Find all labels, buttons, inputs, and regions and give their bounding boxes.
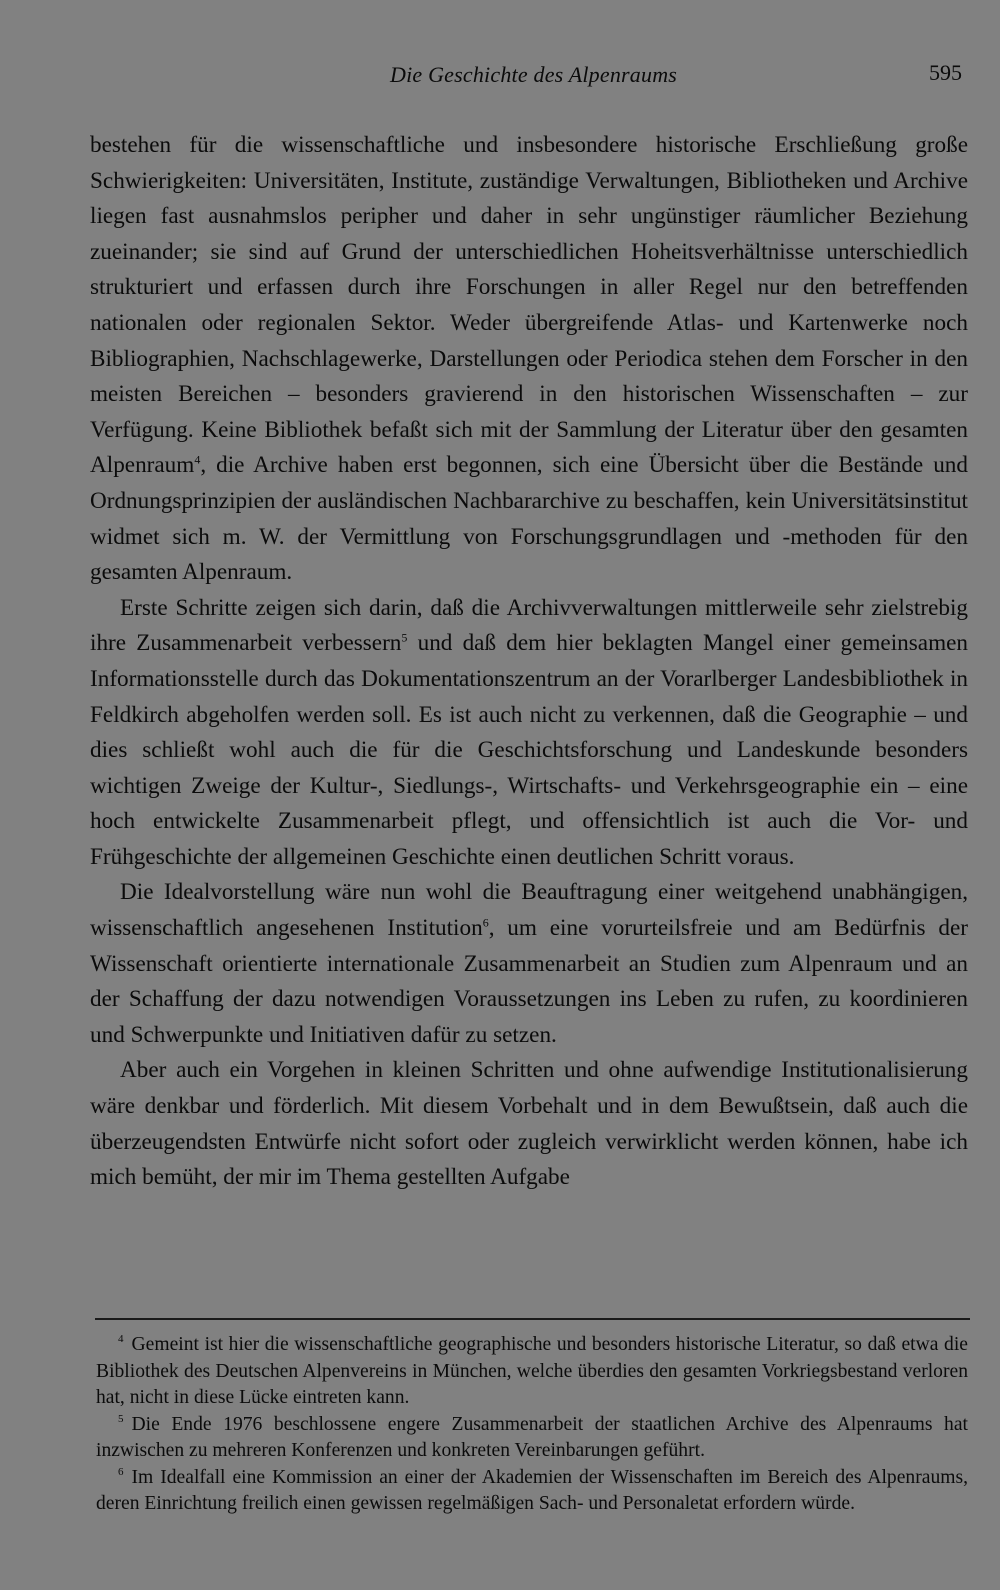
footnote-reference: 4 xyxy=(194,452,201,467)
footnotes xyxy=(96,1332,968,1518)
running-head: Die Geschichte des Alpenraums xyxy=(390,62,678,87)
footnote-reference: 5 xyxy=(401,630,408,645)
paragraph xyxy=(90,591,968,876)
footnote-text: Gemeint ist hier die wissenschaftliche geographische und besonders historische Literatur, so daß etwa die Bibliothek des Deutschen Alpenvereins in München, welche überdies den gesamten Vorkriegsbestand verloren hat, nicht in diese Lücke eintreten kann. xyxy=(96,1334,968,1408)
page-number: 595 xyxy=(929,60,962,85)
footnote-text: Die Ende 1976 beschlossene engere Zusammenarbeit der staatlichen Archive des Alpenraums hat inzwischen zu mehreren Konferenzen und konkreten Vereinbarungen geführt. xyxy=(96,1413,968,1461)
footnote-divider xyxy=(95,1318,970,1320)
footnote xyxy=(96,1332,968,1412)
footnote xyxy=(96,1465,968,1518)
footnote xyxy=(96,1412,968,1465)
footnote-text: Im Idealfall eine Kommission an einer der Akademien der Wissenschaften im Bereich des Alpenraums, deren Einrichtung freilich einen gewissen regelmäßigen Sach- und Personaletat erfordern würde. xyxy=(96,1466,968,1514)
paragraph-text: , die Archive haben erst begonnen, sich eine Übersicht über die Bestände und Ordnungsprinzipien der ausländischen Nachbararchive zu beschaffen, kein Universitätsinstitut widmet sich m. W. der Vermittlung von Forschungsgrundlagen und -methoden für den gesamten Alpenraum. xyxy=(90,452,968,586)
paragraph-text: Erste Schritte zeigen sich darin, daß die Archivverwaltungen mittlerweile sehr zielstrebig ihre Zusammenarbeit verbessern xyxy=(90,594,968,657)
paragraph-text: Aber auch ein Vorgehen in kleinen Schritten und ohne aufwendige Institutionalisierung wäre denkbar und förderlich. Mit diesem Vorbehalt und in dem Bewußtsein, daß auch die überzeugendsten Entwürfe nicht sofort oder zugleich verwirklicht werden können, habe ich mich bemüht, der mir im Thema gestellten Aufgabe xyxy=(90,1057,968,1191)
paragraph-text: bestehen für die wissenschaftliche und insbesondere historische Erschließung große Schwierigkeiten: Universitäten, Institute, zuständige Verwaltungen, Bibliotheken und Archive liegen fast ausnahmslos peripher und daher in sehr ungünstiger räumlicher Beziehung zueinander; sie sind auf Grund der unterschiedlichen Hoheitsverhältnisse unterschiedlich strukturiert und erfassen durch ihre Forschungen in aller Regel nur den betreffenden nationalen oder regionalen Sektor. Weder übergreifende Atlas- und Kartenwerke noch Bibliographien, Nachschlagewerke, Darstellungen oder Periodica stehen dem Forscher in den meisten Bereichen – besonders gravierend in den historischen Wissenschaften – zur Verfügung. Keine Bibliothek befaßt sich mit der Sammlung der Literatur über den gesamten Alpenraum xyxy=(90,132,968,479)
paragraph xyxy=(90,1053,968,1195)
paragraph-text: , um eine vorurteilsfreie und am Bedürfnis der Wissenschaft orientierte internationale Zusammenarbeit an Studien zum Alpenraum und an der Schaffung der dazu notwendigen Voraussetzungen ins Leben zu rufen, zu koordinieren und Schwerpunkte und Initiativen dafür zu setzen. xyxy=(90,915,968,1048)
footnote-mark: 5 xyxy=(118,1412,124,1425)
paragraph xyxy=(90,128,968,591)
footnote-mark: 6 xyxy=(118,1465,124,1478)
paragraph xyxy=(90,875,968,1053)
main-text xyxy=(90,128,968,1196)
footnote-mark: 4 xyxy=(118,1333,124,1346)
page-header xyxy=(0,58,1000,94)
footnote-reference: 6 xyxy=(482,915,489,930)
paragraph-text: Die Idealvorstellung wäre nun wohl die Beauftragung einer weitgehend unabhängigen, wissenschaftlich angesehenen Institution xyxy=(90,879,968,942)
paragraph-text: und daß dem hier beklagten Mangel einer gemeinsamen Informationsstelle durch das Dokumentationszentrum an der Vorarlberger Landesbibliothek in Feldkirch abgeholfen werden soll. Es ist auch nicht zu verkennen, daß die Geographie – und dies schließt wohl auch die für die Geschichtsforschung und Landeskunde besonders wichtigen Zweige der Kultur-, Siedlungs-, Wirtschafts- und Verkehrsgeographie ein – eine hoch entwickelte Zusammenarbeit pflegt, und offensichtlich ist auch die Vor- und Frühgeschichte der allgemeinen Geschichte einen deutlichen Schritt voraus. xyxy=(90,630,968,870)
